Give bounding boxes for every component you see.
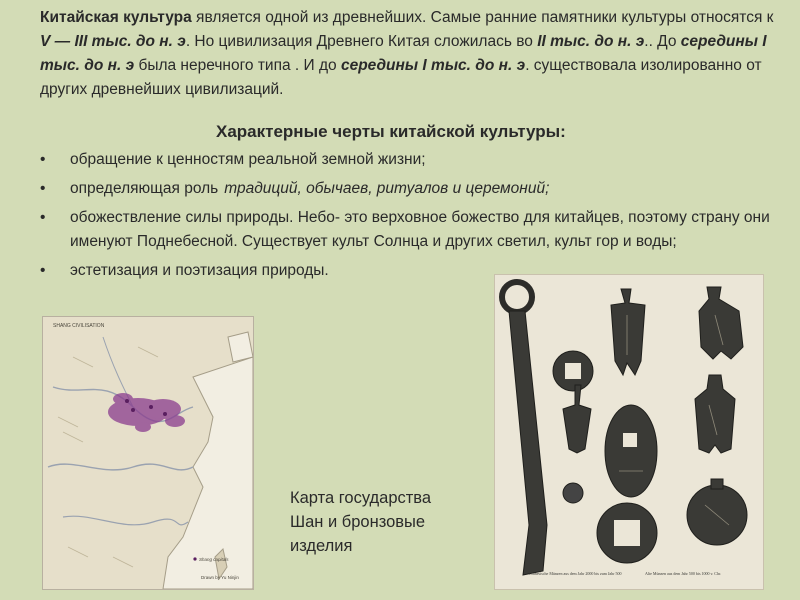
map-credit: Drawn by Yu Ninjin <box>201 575 239 580</box>
spade-coin-2 <box>699 287 743 359</box>
coins-caption-left: Chinesische Münzen aus dem Jahr 2000 bis zum Jahr 500 <box>529 571 622 576</box>
traits-heading: Характерные черты китайской культуры: <box>216 122 566 141</box>
coins-drawing <box>495 275 763 589</box>
trait-text: эстетизация и поэтизация природы. <box>70 262 329 279</box>
trait-text: обращение к ценностям реальной земной жизни; <box>70 151 426 168</box>
oval-coin <box>605 405 657 497</box>
caption-line: изделия <box>290 537 353 555</box>
trait-text: обожествление силы природы. Небо- это верховное божество для китайцев, поэтому страну они именуют Поднебесной. Существует культ Солнца и других светил, культ гор и воды; <box>70 209 770 250</box>
list-item <box>40 206 780 254</box>
map-legend: Shang capitals <box>199 557 229 562</box>
shang-map-image <box>42 316 254 590</box>
intro-text-2: . Но цивилизация Древнего Китая сложилась во <box>185 33 538 50</box>
intro-date-1: V — III тыс. до н. э <box>40 33 186 50</box>
knife-coin <box>509 311 547 575</box>
map-title: SHANG CIVILISATION <box>53 323 105 329</box>
intro-text-5: . существовала изолированно от других древнейших цивилизаций. <box>40 57 762 98</box>
intro-text-1: является одной из древнейших. Самые ранние памятники культуры относятся к <box>191 9 774 26</box>
list-item <box>40 177 780 201</box>
map-drawing <box>43 317 253 589</box>
spade-coin-1 <box>611 289 645 375</box>
image-caption <box>290 486 470 558</box>
traits-list <box>40 148 780 288</box>
coins-caption-right: Alte Münzen aus dem Jahr 500 bis 1000 v. Chr. <box>645 571 722 576</box>
caption-line: Карта государства <box>290 489 432 507</box>
intro-date-2: II тыс. до н. э <box>537 33 645 50</box>
list-item <box>40 148 780 172</box>
intro-date-3: середины I тыс. до н. э <box>40 33 767 74</box>
intro-text-3: .. До <box>644 33 681 50</box>
intro-paragraph <box>40 6 780 102</box>
key-coin <box>563 385 591 453</box>
intro-text-4: была неречного типа . И до <box>134 57 341 74</box>
spade-coin-3 <box>695 375 735 453</box>
intro-date-4: середины I тыс. до н. э <box>340 57 526 74</box>
trait-text: определяющая роль <box>70 180 219 197</box>
intro-term: Китайская культура <box>40 9 192 26</box>
caption-line: Шан и бронзовые <box>290 513 426 531</box>
trait-text-italic: традиций, обычаев, ритуалов и церемоний; <box>224 180 550 197</box>
bronze-coins-image <box>494 274 764 590</box>
